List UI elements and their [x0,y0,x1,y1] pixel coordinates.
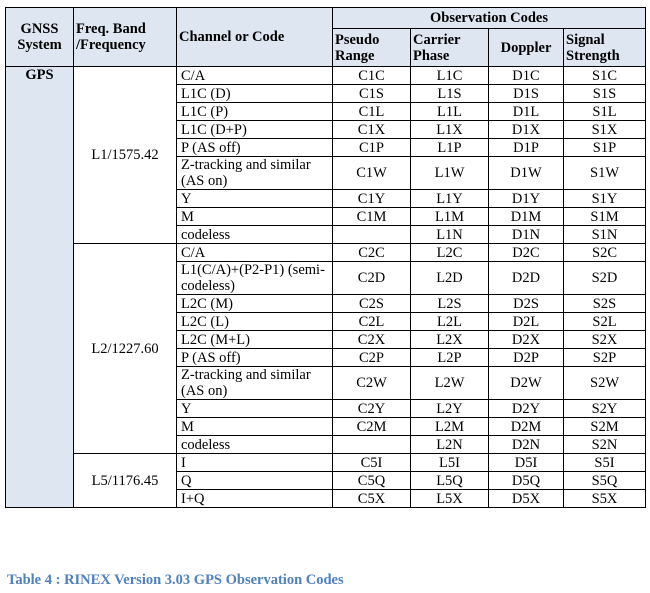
doppler-cell: D2P [489,349,564,367]
doppler-cell: D1M [489,208,564,226]
carrier-phase-cell: L1L [411,103,489,121]
channel-cell: L2C (M) [177,295,333,313]
carrier-phase-cell: L2C [411,244,489,262]
header-observation-codes: Observation Codes [333,8,646,29]
doppler-cell: D1Y [489,190,564,208]
doppler-cell: D1S [489,85,564,103]
carrier-phase-cell: L1Y [411,190,489,208]
signal-strength-cell: S2L [564,313,646,331]
channel-cell: L1C (D+P) [177,121,333,139]
pseudo-range-cell: C1L [333,103,411,121]
table-row [6,454,646,472]
channel-cell: L2C (M+L) [177,331,333,349]
signal-strength-cell: S2S [564,295,646,313]
channel-cell: M [177,418,333,436]
frequency-band-cell: L2/1227.60 [74,244,177,454]
pseudo-range-cell: C1C [333,67,411,85]
carrier-phase-cell: L1N [411,226,489,244]
channel-cell: L2C (L) [177,313,333,331]
signal-strength-cell: S2Y [564,400,646,418]
header-frequency-band: Freq. Band /Frequency [74,8,177,67]
signal-strength-cell: S2N [564,436,646,454]
pseudo-range-cell: C2Y [333,400,411,418]
signal-strength-cell: S1C [564,67,646,85]
carrier-phase-cell: L2L [411,313,489,331]
signal-strength-cell: S1S [564,85,646,103]
pseudo-range-cell: C1Y [333,190,411,208]
carrier-phase-cell: L2W [411,367,489,400]
doppler-cell: D2N [489,436,564,454]
doppler-cell: D2X [489,331,564,349]
channel-cell: L1(C/A)+(P2-P1) (semi-codeless) [177,262,333,295]
carrier-phase-cell: L2X [411,331,489,349]
signal-strength-cell: S5I [564,454,646,472]
carrier-phase-cell: L5Q [411,472,489,490]
carrier-phase-cell: L2D [411,262,489,295]
carrier-phase-cell: L5I [411,454,489,472]
pseudo-range-cell: C1X [333,121,411,139]
pseudo-range-cell: C2L [333,313,411,331]
carrier-phase-cell: L2P [411,349,489,367]
signal-strength-cell: S2M [564,418,646,436]
doppler-cell: D5X [489,490,564,508]
doppler-cell: D1W [489,157,564,190]
doppler-cell: D2D [489,262,564,295]
channel-cell: Y [177,400,333,418]
doppler-cell: D1N [489,226,564,244]
pseudo-range-cell: C1W [333,157,411,190]
doppler-cell: D1P [489,139,564,157]
doppler-cell: D5I [489,454,564,472]
doppler-cell: D2C [489,244,564,262]
carrier-phase-cell: L1S [411,85,489,103]
channel-cell: codeless [177,436,333,454]
channel-cell: Z-tracking and similar (AS on) [177,367,333,400]
pseudo-range-cell: C1M [333,208,411,226]
carrier-phase-cell: L1P [411,139,489,157]
doppler-cell: D2L [489,313,564,331]
channel-cell: C/A [177,67,333,85]
signal-strength-cell: S1W [564,157,646,190]
doppler-cell: D1L [489,103,564,121]
signal-strength-cell: S2D [564,262,646,295]
doppler-cell: D5Q [489,472,564,490]
header-signal-strength: Signal Strength [564,29,646,67]
channel-cell: I+Q [177,490,333,508]
doppler-cell: D1X [489,121,564,139]
channel-cell: I [177,454,333,472]
carrier-phase-cell: L1X [411,121,489,139]
signal-strength-cell: S1P [564,139,646,157]
carrier-phase-cell: L1C [411,67,489,85]
header-pseudo-range: Pseudo Range [333,29,411,67]
carrier-phase-cell: L2Y [411,400,489,418]
table-header [6,8,646,67]
pseudo-range-cell: C2P [333,349,411,367]
pseudo-range-cell [333,436,411,454]
pseudo-range-cell: C2D [333,262,411,295]
table-container [5,7,646,508]
signal-strength-cell: S5X [564,490,646,508]
frequency-band-cell: L1/1575.42 [74,67,177,244]
channel-cell: P (AS off) [177,139,333,157]
channel-cell: Y [177,190,333,208]
header-doppler: Doppler [489,29,564,67]
carrier-phase-cell: L5X [411,490,489,508]
channel-cell: Z-tracking and similar (AS on) [177,157,333,190]
carrier-phase-cell: L2S [411,295,489,313]
table-caption: Table 4 : RINEX Version 3.03 GPS Observation Codes [7,572,344,588]
carrier-phase-cell: L2N [411,436,489,454]
channel-cell: L1C (P) [177,103,333,121]
signal-strength-cell: S1X [564,121,646,139]
pseudo-range-cell: C5Q [333,472,411,490]
pseudo-range-cell: C1S [333,85,411,103]
pseudo-range-cell [333,226,411,244]
signal-strength-cell: S1M [564,208,646,226]
signal-strength-cell: S2C [564,244,646,262]
doppler-cell: D2W [489,367,564,400]
table-row [6,244,646,262]
carrier-phase-cell: L1M [411,208,489,226]
channel-cell: C/A [177,244,333,262]
frequency-band-cell: L5/1176.45 [74,454,177,508]
header-gnss-system: GNSS System [6,8,74,67]
carrier-phase-cell: L2M [411,418,489,436]
signal-strength-cell: S2W [564,367,646,400]
channel-cell: codeless [177,226,333,244]
header-channel-code: Channel or Code [177,8,333,67]
header-carrier-phase: Carrier Phase [411,29,489,67]
pseudo-range-cell: C2M [333,418,411,436]
pseudo-range-cell: C2W [333,367,411,400]
carrier-phase-cell: L1W [411,157,489,190]
pseudo-range-cell: C5X [333,490,411,508]
signal-strength-cell: S2X [564,331,646,349]
doppler-cell: D2S [489,295,564,313]
channel-cell: P (AS off) [177,349,333,367]
pseudo-range-cell: C2S [333,295,411,313]
doppler-cell: D1C [489,67,564,85]
table-body [6,67,646,508]
pseudo-range-cell: C2X [333,331,411,349]
signal-strength-cell: S1L [564,103,646,121]
channel-cell: M [177,208,333,226]
gnss-system-cell: GPS [6,67,74,508]
signal-strength-cell: S2P [564,349,646,367]
pseudo-range-cell: C5I [333,454,411,472]
doppler-cell: D2M [489,418,564,436]
pseudo-range-cell: C2C [333,244,411,262]
doppler-cell: D2Y [489,400,564,418]
table-row [6,67,646,85]
pseudo-range-cell: C1P [333,139,411,157]
channel-cell: L1C (D) [177,85,333,103]
signal-strength-cell: S5Q [564,472,646,490]
signal-strength-cell: S1N [564,226,646,244]
channel-cell: Q [177,472,333,490]
signal-strength-cell: S1Y [564,190,646,208]
observation-codes-table [5,7,646,508]
